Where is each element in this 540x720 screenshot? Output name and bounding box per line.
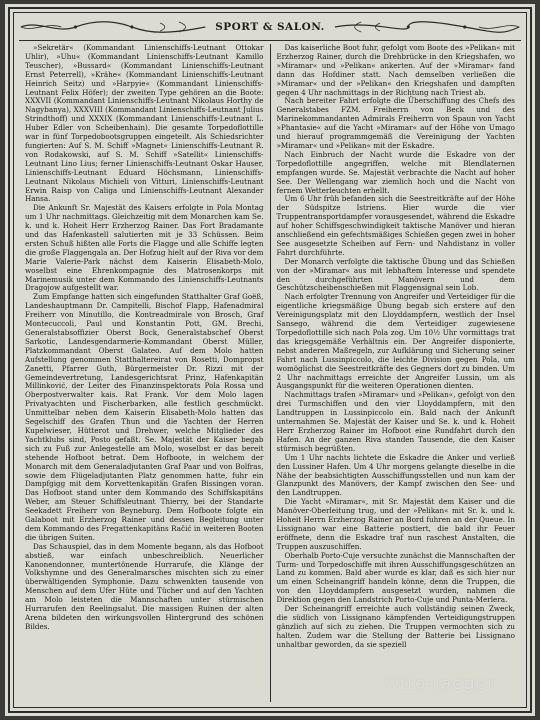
paragraph: Die Yacht »Miramar«, mit Sr. Majestät dem Kaiser und die Manöver-Oberleitung trug, und der »Pelikan« mit Sr. k. und k. Hoheit Herrn Erzherzog Rainer an Bord fuhren an der Queue. In Lissignano war eine Batterie postiert, die bald ihr Feuer eröffnete, denn die Eskadre traf nun raschest Anstalten, die Truppen auszuschiffen. bbox=[276, 497, 515, 551]
header-divider bbox=[19, 40, 521, 41]
left-ornament-icon bbox=[19, 19, 207, 35]
magazine-page bbox=[5, 4, 535, 716]
paragraph: Die Ankunft Sr. Majestät des Kaisers erfolgte in Pola Montag um 1 Uhr nachmittags. Gleichzeitig mit dem Monarchen kam Se. k. und k. Hoheit Herr Erzherzog Rainer. Das Fort Bradamante und das Hafenkastell salutierten mit je 33 Schüssen. Beim ersten Schuß hißten alle Forts die Flagge und alle Schiffe legten die große Flaggengala an. Der Hofzug hielt auf der Riva vor dem Marie Valerie-Park nächst dem Kaiserin Elisabeth-Molo, woselbst eine Ehrenkompagnie des Matrosenkorps mit Marinemusik unter dem Kommando des Linienschiffs-Leutnants Dragojow aufgestellt war. bbox=[25, 203, 264, 293]
right-ornament-icon bbox=[333, 19, 521, 35]
right-column bbox=[273, 44, 520, 702]
paragraph: »Sekretär« (Kommandant Linienschiffs-Leutnant Ottokar Uhlir), »Uhu« (Kommandant Linienschiffs-Leutnant Kamillo Teuscher), »Bussard« (Kommandant Linienschiffs-Leutnant Ernst Peterrell), »Krähe« (Kommandant Linienschiffs-Leutnant Heinrich Seitz) und »Harpyie« (Kommandant Linienschiffs-Leutnant Felix Höfer); der zweiten Type gehören an die Boote: XXXVII (Kommandant Linienschiffs-Leutnant Nikolaus Horthy de Nagybanya), XXXVIII (Kommandant Linienschiffs-Leutnant Julius Strindthoff) und XXXIX (Kommandant Linienschiffs-Leutnant L. Huber Edler von Scheibenhain). Die gesamte Torpedoflottille war in fünf Torpedobootsgruppen eingeteilt. Als Schiedsrichter fungierten: Auf S. M. Schiff »Magnet« Linienschiffs-Leutnant R. von Rodakowski, auf S. M. Schiff »Satellit« Linienschiffs-Leutnant Lino Lius; ferner Linienschiffs-Leutnant Oskar Hauser, Linienschiffs-Leutnant Eduard Höchsmann, Linienschiffs-Leutnant Nikolaus Michieli von Vitturi, Linienschiffs-Leutnant Erwin Raisp von Caliga und Linienschiffs-Leutnant Alexander Hansa. bbox=[25, 44, 264, 204]
left-column bbox=[21, 44, 268, 702]
paragraph: Oberhalb Porto-Cuje versuchte zunächst die Mannschaften der Turm- und Torpedoschiffe mit ihren Ausschiffungsgeschützen an Land zu kommen. Bald aber wurde es klar, daß es sich hier nur um einen Scheinangriff handeln könne, denn die Truppen, die von den Lloyddampfern ausgesetzt wurden, nahmen die Direktion gegen den Landstrich Porto-Cuje und Punta-Merlera. bbox=[276, 550, 515, 605]
paragraph: Nachmittags trafen »Miramar« und »Pelikan«, gefolgt von den drei Turmschiffen und den vier Lloyddampfern, mit den Landtruppen in Lussinpiccolo ein. Bald nach der Ankunft unternahmen Se. Majestät der Kaiser und Se. k. und k. Hoheit Herr Erzherzog Rainer im Hofboot eine Rundfahrt durch den Hafen. An der ganzen Riva standen Tausende, die den Kaiser stürmisch begrüßten. bbox=[276, 390, 515, 453]
paragraph: Nach erfolgter Trennung von Angreifer und Verteidiger für die eigentliche kriegsmäßige Übung begab sich erstere auf den Vereinigungsplatz mit den Lloyddampfern, westlich der Insel Sansego, während die dem Verteidiger zugewiesene Torpedoflottille sich nach Pola zog. Um 10½ Uhr vormittags trat das kriegsgemäße Verhältnis ein. Der Angreifer disponierte, nebst anderen Maßregeln, zur Aufklärung und Sicherung seiner Fahrt nach Lussinpiccolo, die leichte Division gegen Pola, um womöglichst die Seestreitkräfte des Gegners dort zu binden. Um 2 Uhr nachmittags erreichte der Angreifer Lussin, um als Ausgangspunkt für die weiteren Operationen dienten. bbox=[276, 292, 515, 391]
paragraph: Nach Einbruch der Nacht wurde die Eskadre von der Torpedoflottille angegriffen, welche mit Blendlaternen empfangen wurde. Se. Majestät verbrachte die Nacht auf hoher See. Der Wellengang war ziemlich hoch und die Nacht von fernem Wetterleuchten erhellt. bbox=[276, 149, 515, 195]
paragraph: Zum Empfange hatten sich eingefunden Statthalter Graf Goëß, Landeshauptmann Dr. Campitelli, Bischof Flapp, Hafenadmiral Freiherr von Minutillo, die Kontreadmirale von Brosch, Graf Montecuccoli, Paul und Konstantin Pott, GM. Brechi, Generalstabsoffizier Oberst Bock, Generalstabschef Oberst Sarkotic, Landesgendarmerie-Kommandant Oberst Müller, Platzkommandant Oberst Galateo. Auf dem Molo hatten Aufstellung genommen Statthaltereirat von Rosetti, Dompropst Zanetti, Pfarrer Guth, Bürgermeister Dr. Rizzi mit der Gemeindevertretung, Landesgerichtsrat Prinz, Hafenkapitän Millinković, der Leiter des Finanzinspektorats Pola Rossa und Oberpostverwalter kais. Rat Frank. Vor dem Molo lagen Privatyachten und Fischerbarken, alle festlich geschmückt. Unmittelbar neben dem Kaiserin Elisabeth-Molo hatten das Segelschiff des Grafen Thun und die Yachten der Herren Kupelwieser, Hütterot und Drehwer, welche Mitglieder des Yachtklubs sind, Posto gefaßt. Se. Majestät der Kaiser begab sich zu Fuß zur Anlegestelle am Molo, woselbst er das bereit stehende Hofboot betrat. Dem Hofboote, in welchem der Monarch mit dem Generaladjutanten Graf Paar und von Bolfras, sowie dem Flügeladjutanten Platz genommen hatte, fuhr ein Dampfgigg mit dem Korvettenkapitän Grafen Bissingen voran. Das Hofboot stand unter dem Kommando des Schiffskapitäns Weber, am Steuer Schiffsleutnant Thierry, bei der Standarte Seekadett Freiherr von Beyneburg. Dem Hofboote folgte ein Galaboot mit Erzherzog Rainer und dessen Begleitung unter dem Kommando des Fregattenkapitäns Račić in weiteren Booten die übrigen Suiten. bbox=[25, 292, 264, 542]
page-title: SPORT & SALON. bbox=[215, 21, 325, 33]
watermark: Otto-Jaeger bbox=[385, 674, 495, 694]
page-header bbox=[19, 15, 521, 39]
paragraph: Das Schauspiel, das in dem Momente begann, als das Hofboot abstieß, war einfach unbeschreiblich. Neuerlicher Kanonendonner, muntertönende Hurrarufe, die Klänge der Volkshymne und des Generalmarsches mischten sich zu einer überwältigenden Symphonie. Dazu schwenkten tausende von Menschen auf dem Ufer Hüte und Tücher und auf den Yachten am Molo leisteten die Mannschaften unter stürmischen Hurrarufen den Reelingsalut. Die massigen Ruinen der alten Arena bildeten den wirkungsvollen Hintergrund des schönen Bildes. bbox=[25, 541, 264, 631]
column-divider bbox=[270, 44, 271, 702]
paragraph: Um 6 Uhr früh befanden sich die Seestreitkräfte auf der Höhe der Südspitze Istriens. Hier wurde die vier Truppentransportdampfer vorausgesendet, während die Eskadre auf hoher Schiffsgeschwindigkeit taktische Manöver und hieran anschließend ein gefechtsmäßiges Schießen gegen zwei in hoher See ausgesetzte Scheiben auf Fern- und Nahdistanz in voller Fahrt durchführte. bbox=[276, 194, 515, 257]
paragraph: Nach bereiter Fahrt erfolgte die Überschiffung des Chefs des Generalstabes FZM. Freiherrn von Beck und des Marinekommandanten Admirals Freiherrn von Spaun von Yacht »Phantasie« auf die Yacht »Miramar« auf der Höhe von Umago und hierauf programmgemäß die Vereinigung der Yachten »Miramar« und »Pelikan« mit der Eskadre. bbox=[276, 96, 515, 150]
paragraph: Um 1 Uhr nachts lichtete die Eskadre die Anker und verließ den Lussiner Hafen. Um 4 Uhr morgens gelangte dieselbe in die Nähe der beabsichtigten Ausschiffungsstellen und nun kam der Glanzpunkt des Manövers, der Kampf zwischen den See- und den Landtruppen. bbox=[276, 452, 515, 498]
paragraph: Der Monarch verfolgte die taktische Übung und das Schießen von der »Miramar« aus mit lebhaftem Interesse und spendete den durchgeführten Manövern und dem Geschützscheibenschießen mit Flaggensignal sein Lob. bbox=[276, 256, 515, 293]
article-body bbox=[21, 44, 519, 702]
paragraph: Das kaiserliche Boot fuhr, gefolgt vom Boote des »Pelikan« mit Erzherzog Rainer, durch die Drehbrücke in den Kriegshafen, wo »Miramar« und »Pelikan« ankerten. Auf der »Miramar« fand dann das Hofdiner statt. Nach demselben verließen die »Miramar« und der »Pelikan« den Kriegshafen und dampften gegen 4 Uhr nachmittags in der Richtung nach Triest ab. bbox=[276, 44, 515, 97]
paragraph: Der Scheinangriff erreichte auch vollständig seinen Zweck, die südlich von Lissignano kämpfenden Verteidigungstruppen gänzlich auf sich zu ziehen. Die Truppen vermochten sich zu halten. Zudem war die Stellung der Batterie bei Lissignano unhaltbar geworden, da sie speziell bbox=[276, 604, 515, 649]
